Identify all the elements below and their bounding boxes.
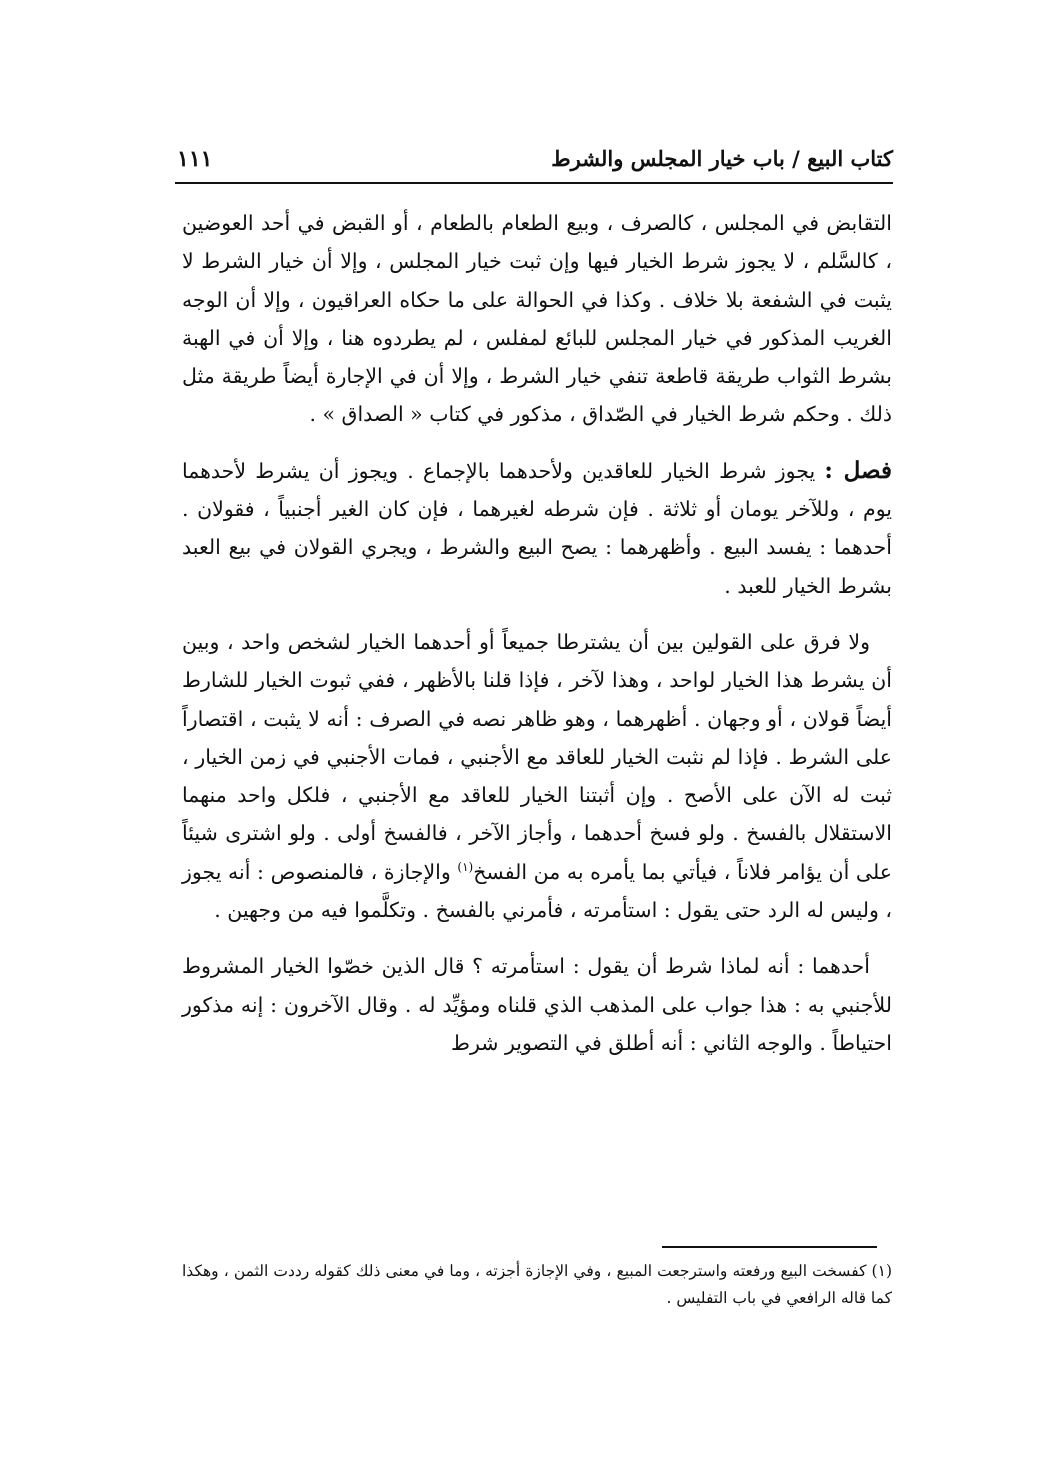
paragraph-4: أحدهما : أنه لماذا شرط أن يقول : استأمرته ؟ قال الذين خصّوا الخيار المشروط للأجنبي به : هذا جواب على المذهب الذي قلناه ومؤيِّد له . وقال الآخرون : إنه مذكور احتياطاً . والوجه الثاني : أنه أطلق في التصوير شرط (182, 954, 892, 1055)
paragraph-3-text-a: ولا فرق على القولين بين أن يشترطا جميعاً أو أحدهما الخيار لشخص واحد ، وبين أن يشرط هذا الخيار لواحد ، وهذا لآخر ، فإذا قلنا بالأظهر ، ففي ثبوت الخيار للشارط أيضاً قولان ، أو وجهان . أظهرهما ، وهو ظاهر نصه في الصرف : أنه لا يثبت ، اقتصاراً على الشرط . فإذا لم نثبت الخيار للعاقد مع الأجنبي ، فمات الأجنبي في زمن الخيار ، ثبت له الآن على الأصح . وإن أثبتنا الخيار للعاقد مع الأجنبي ، فلكل واحد منهما الاستقلال بالفسخ . ولو فسخ أحدهما ، وأجاز الآخر ، فالفسخ أولى . ولو اشترى شيئاً على أن يؤامر فلاناً ، فيأتي بما يأمره به من الفسخ (182, 629, 892, 884)
paragraph-3-text-b: والإجازة ، فالمنصوص : أنه يجوز ، وليس له الرد حتى يقول : استأمرته ، فأمرني بالفسخ . وتكلَّموا فيه من وجهين . (182, 859, 892, 923)
body-text (182, 204, 892, 1062)
header-rule (175, 182, 893, 184)
paragraph-2-text: يجوز شرط الخيار للعاقدين ولأحدهما بالإجماع . ويجوز أن يشرط لأحدهما يوم ، وللآخر يومان أو ثلاثة . فإن شرطه لغيرهما ، فإن كان الغير أجنبياً ، فقولان . أحدهما : يفسد البيع . وأظهرهما : يصح البيع والشرط ، ويجري القولان في بيع العبد بشرط الخيار للعبد . (182, 458, 892, 598)
footnote-rule (662, 1246, 877, 1248)
paragraph-2 (182, 452, 892, 605)
page-header (175, 140, 893, 182)
paragraph-1: التقابض في المجلس ، كالصرف ، وبيع الطعام بالطعام ، أو القبض في أحد العوضين ، كالسَّلم ، لا يجوز شرط الخيار فيها وإن ثبت خيار المجلس ، وإلا أن خيار الشرط لا يثبت في الشفعة بلا خلاف . وكذا في الحوالة على ما حكاه العراقيون ، وإلا أن الوجه الغريب المذكور في خيار المجلس للبائع لمفلس ، لم يطردوه هنا ، وإلا أن في الهبة بشرط الثواب طريقة قاطعة تنفي خيار الشرط ، وإلا أن في الإجارة أيضاً طريقة مثل ذلك . وحكم شرط الخيار في الصّداق ، مذكور في كتاب « الصداق » . (182, 211, 892, 427)
running-title: كتاب البيع / باب خيار المجلس والشرط (551, 146, 893, 171)
footnote (182, 1258, 892, 1312)
page-number: ١١١ (177, 146, 213, 172)
footnote-text: (١) كفسخت البيع ورفعته واسترجعت المبيع ، وفي الإجازة أجزته ، وما في معنى ذلك كقوله رددت الثمن ، وهكذا كما قاله الرافعي في باب التفليس . (182, 1262, 892, 1307)
footnote-reference: (١) (457, 859, 474, 874)
section-heading-fasl: فصل : (824, 456, 892, 484)
paragraph-3 (182, 623, 892, 929)
